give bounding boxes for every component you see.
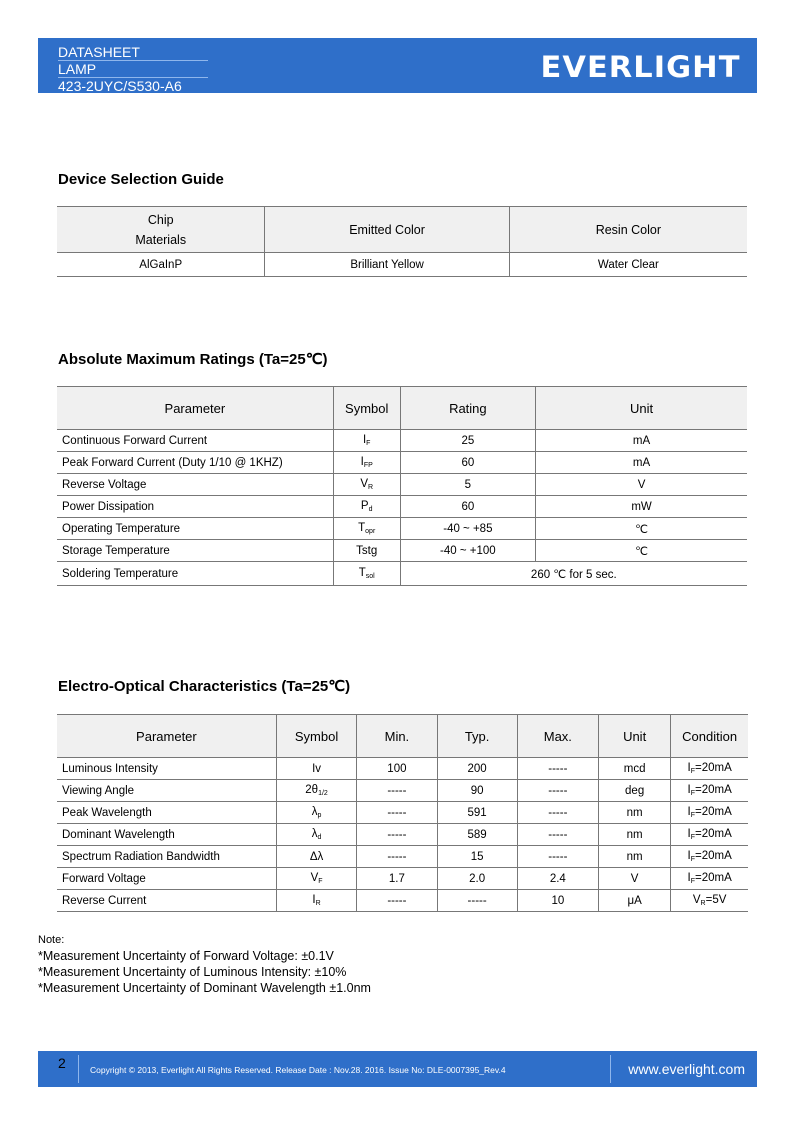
cell-rating: 260 ℃ for 5 sec. bbox=[400, 562, 747, 586]
cell-symbol bbox=[276, 824, 356, 846]
col-max: Max. bbox=[517, 715, 598, 758]
condition-symbol: I bbox=[687, 784, 691, 796]
col-chip-materials: Chip Materials bbox=[57, 207, 265, 253]
header-part-number: 423-2UYC/S530-A6 bbox=[58, 78, 182, 94]
condition-symbol: I bbox=[687, 850, 691, 862]
cell-symbol bbox=[333, 562, 400, 586]
cell-symbol bbox=[276, 758, 356, 780]
cell-emitted: Brilliant Yellow bbox=[265, 253, 509, 277]
cell-typ: 200 bbox=[437, 758, 517, 780]
cell-unit: V bbox=[598, 868, 670, 890]
cell-typ: 2.0 bbox=[437, 868, 517, 890]
cell-unit: mA bbox=[536, 430, 747, 452]
symbol-text: Iv bbox=[312, 762, 322, 775]
cell-rating: -40 ~ +100 bbox=[400, 540, 535, 562]
col-min: Min. bbox=[357, 715, 437, 758]
cell-parameter: Reverse Voltage bbox=[57, 474, 333, 496]
condition-value: =20mA bbox=[695, 850, 732, 862]
cell-rating: 25 bbox=[400, 430, 535, 452]
table-row bbox=[57, 496, 747, 518]
selection-table bbox=[57, 206, 747, 277]
cell-min: ----- bbox=[357, 890, 437, 912]
cell-unit: nm bbox=[598, 824, 670, 846]
symbol-subscript: R bbox=[315, 900, 321, 907]
symbol-subscript: 1/2 bbox=[318, 790, 328, 797]
cell-max: ----- bbox=[517, 802, 598, 824]
everlight-logo: EVERLIGHT bbox=[540, 50, 741, 84]
cell-rating: 60 bbox=[400, 452, 535, 474]
note-line: *Measurement Uncertainty of Luminous Intensity: ±10% bbox=[38, 965, 347, 979]
symbol-subscript: F bbox=[366, 440, 371, 447]
cell-rating: -40 ~ +85 bbox=[400, 518, 535, 540]
cell-parameter: Reverse Current bbox=[57, 890, 276, 912]
copyright-text: Copyright © 2013, Everlight All Rights Reserved. Release Date : Nov.28. 2016. Issue No: DLE-0007395_Rev.4 bbox=[90, 1065, 506, 1075]
cell-typ: 90 bbox=[437, 780, 517, 802]
cell-unit: mcd bbox=[598, 758, 670, 780]
col-rating: Rating bbox=[400, 387, 535, 430]
note-line: *Measurement Uncertainty of Dominant Wavelength ±1.0nm bbox=[38, 981, 371, 995]
symbol-text: Tstg bbox=[356, 544, 378, 557]
condition-symbol: I bbox=[687, 828, 691, 840]
table-row bbox=[57, 430, 747, 452]
cell-parameter: Continuous Forward Current bbox=[57, 430, 333, 452]
symbol-text: I bbox=[362, 434, 367, 446]
cell-min: ----- bbox=[357, 846, 437, 868]
condition-value: =20mA bbox=[695, 762, 732, 774]
cell-resin: Water Clear bbox=[509, 253, 747, 277]
table-row bbox=[57, 890, 748, 912]
cell-parameter: Dominant Wavelength bbox=[57, 824, 276, 846]
symbol-subscript: p bbox=[317, 812, 322, 819]
condition-value: =20mA bbox=[695, 828, 732, 840]
col-typ: Typ. bbox=[437, 715, 517, 758]
table-row bbox=[57, 518, 747, 540]
symbol-text: T bbox=[358, 522, 366, 534]
cell-parameter: Storage Temperature bbox=[57, 540, 333, 562]
symbol-subscript: FP bbox=[363, 462, 373, 469]
table-row bbox=[57, 253, 747, 277]
cell-symbol bbox=[333, 540, 400, 562]
cell-typ: ----- bbox=[437, 890, 517, 912]
cell-condition bbox=[671, 758, 748, 780]
cell-symbol bbox=[333, 518, 400, 540]
cell-parameter: Luminous Intensity bbox=[57, 758, 276, 780]
cell-symbol bbox=[333, 430, 400, 452]
cell-max: 2.4 bbox=[517, 868, 598, 890]
condition-subscript: F bbox=[690, 878, 695, 885]
cell-condition bbox=[671, 868, 748, 890]
symbol-text: λ bbox=[311, 828, 318, 840]
cell-typ: 591 bbox=[437, 802, 517, 824]
section-title-eo: Electro-Optical Characteristics (Ta=25℃) bbox=[58, 678, 351, 695]
notes bbox=[38, 932, 371, 996]
col-symbol: Symbol bbox=[333, 387, 400, 430]
cell-rating: 5 bbox=[400, 474, 535, 496]
section-title-selection: Device Selection Guide bbox=[58, 171, 224, 188]
cell-min: ----- bbox=[357, 780, 437, 802]
cell-typ: 589 bbox=[437, 824, 517, 846]
cell-parameter: Peak Forward Current (Duty 1/10 @ 1KHZ) bbox=[57, 452, 333, 474]
cell-symbol bbox=[276, 890, 356, 912]
symbol-text: 2θ bbox=[305, 784, 319, 796]
condition-value: =20mA bbox=[695, 872, 732, 884]
cell-unit: V bbox=[536, 474, 747, 496]
table-row bbox=[57, 452, 747, 474]
table-row bbox=[57, 824, 748, 846]
cell-parameter: Peak Wavelength bbox=[57, 802, 276, 824]
cell-symbol bbox=[333, 474, 400, 496]
cell-min: 1.7 bbox=[357, 868, 437, 890]
table-row bbox=[57, 780, 748, 802]
symbol-subscript: R bbox=[368, 484, 374, 491]
cell-max: ----- bbox=[517, 846, 598, 868]
col-parameter: Parameter bbox=[57, 387, 333, 430]
page-number: 2 bbox=[58, 1055, 66, 1071]
cell-unit: nm bbox=[598, 802, 670, 824]
symbol-text: P bbox=[360, 500, 369, 512]
symbol-text: Δλ bbox=[309, 850, 324, 863]
symbol-text: V bbox=[360, 478, 369, 490]
page-header bbox=[38, 38, 757, 93]
symbol-text: T bbox=[358, 567, 366, 579]
cell-symbol bbox=[276, 780, 356, 802]
condition-subscript: F bbox=[690, 768, 695, 775]
cell-parameter: Spectrum Radiation Bandwidth bbox=[57, 846, 276, 868]
cell-condition bbox=[671, 802, 748, 824]
table-row bbox=[57, 868, 748, 890]
symbol-text: λ bbox=[311, 806, 318, 818]
symbol-subscript: d bbox=[368, 506, 373, 513]
cell-condition bbox=[671, 846, 748, 868]
header-doc-type: DATASHEET bbox=[58, 44, 208, 61]
cell-condition bbox=[671, 824, 748, 846]
cell-parameter: Soldering Temperature bbox=[57, 562, 333, 586]
cell-condition bbox=[671, 780, 748, 802]
section-title-ratings: Absolute Maximum Ratings (Ta=25℃) bbox=[58, 351, 328, 368]
condition-symbol: I bbox=[687, 762, 691, 774]
symbol-text: I bbox=[360, 456, 364, 468]
ratings-table bbox=[57, 386, 747, 586]
cell-symbol bbox=[276, 868, 356, 890]
table-row bbox=[57, 540, 747, 562]
cell-symbol bbox=[333, 452, 400, 474]
cell-rating: 60 bbox=[400, 496, 535, 518]
cell-unit: nm bbox=[598, 846, 670, 868]
col-condition: Condition bbox=[671, 715, 748, 758]
condition-value: =20mA bbox=[695, 806, 732, 818]
condition-symbol: I bbox=[687, 872, 691, 884]
condition-subscript: F bbox=[690, 834, 695, 841]
cell-unit: mW bbox=[536, 496, 747, 518]
table-row bbox=[57, 846, 748, 868]
cell-condition bbox=[671, 890, 748, 912]
cell-unit: deg bbox=[598, 780, 670, 802]
symbol-subscript: d bbox=[317, 834, 322, 841]
cell-unit: μA bbox=[598, 890, 670, 912]
symbol-subscript: F bbox=[318, 878, 323, 885]
cell-symbol bbox=[276, 846, 356, 868]
symbol-text: I bbox=[312, 894, 316, 906]
note-label: Note: bbox=[38, 934, 65, 946]
col-symbol: Symbol bbox=[276, 715, 356, 758]
condition-value: =20mA bbox=[695, 784, 732, 796]
condition-symbol: I bbox=[687, 806, 691, 818]
cell-max: 10 bbox=[517, 890, 598, 912]
cell-unit: ℃ bbox=[536, 540, 747, 562]
cell-max: ----- bbox=[517, 780, 598, 802]
cell-min: ----- bbox=[357, 802, 437, 824]
eo-table bbox=[57, 714, 748, 912]
condition-subscript: F bbox=[690, 812, 695, 819]
table-row bbox=[57, 758, 748, 780]
symbol-subscript: opr bbox=[365, 528, 376, 535]
cell-parameter: Viewing Angle bbox=[57, 780, 276, 802]
cell-max: ----- bbox=[517, 824, 598, 846]
condition-subscript: F bbox=[690, 856, 695, 863]
col-unit: Unit bbox=[598, 715, 670, 758]
cell-parameter: Operating Temperature bbox=[57, 518, 333, 540]
col-unit: Unit bbox=[536, 387, 747, 430]
cell-min: ----- bbox=[357, 824, 437, 846]
header-product-type: LAMP bbox=[58, 61, 208, 78]
note-line: *Measurement Uncertainty of Forward Voltage: ±0.1V bbox=[38, 949, 334, 963]
col-parameter: Parameter bbox=[57, 715, 276, 758]
col-resin-color: Resin Color bbox=[509, 207, 747, 253]
cell-typ: 15 bbox=[437, 846, 517, 868]
table-row bbox=[57, 562, 747, 586]
cell-symbol bbox=[276, 802, 356, 824]
cell-parameter: Power Dissipation bbox=[57, 496, 333, 518]
cell-max: ----- bbox=[517, 758, 598, 780]
symbol-subscript: sol bbox=[365, 573, 375, 580]
condition-value: =5V bbox=[705, 894, 727, 906]
cell-unit: ℃ bbox=[536, 518, 747, 540]
table-row bbox=[57, 474, 747, 496]
symbol-text: V bbox=[310, 872, 319, 884]
page-footer bbox=[38, 1051, 757, 1087]
cell-parameter: Forward Voltage bbox=[57, 868, 276, 890]
condition-subscript: F bbox=[690, 790, 695, 797]
condition-symbol: V bbox=[692, 894, 701, 906]
website-link[interactable]: www.everlight.com bbox=[628, 1061, 745, 1077]
cell-chip: AlGaInP bbox=[57, 253, 265, 277]
col-emitted-color: Emitted Color bbox=[265, 207, 509, 253]
table-row bbox=[57, 802, 748, 824]
cell-symbol bbox=[333, 496, 400, 518]
condition-subscript: R bbox=[700, 900, 706, 907]
cell-min: 100 bbox=[357, 758, 437, 780]
cell-unit: mA bbox=[536, 452, 747, 474]
